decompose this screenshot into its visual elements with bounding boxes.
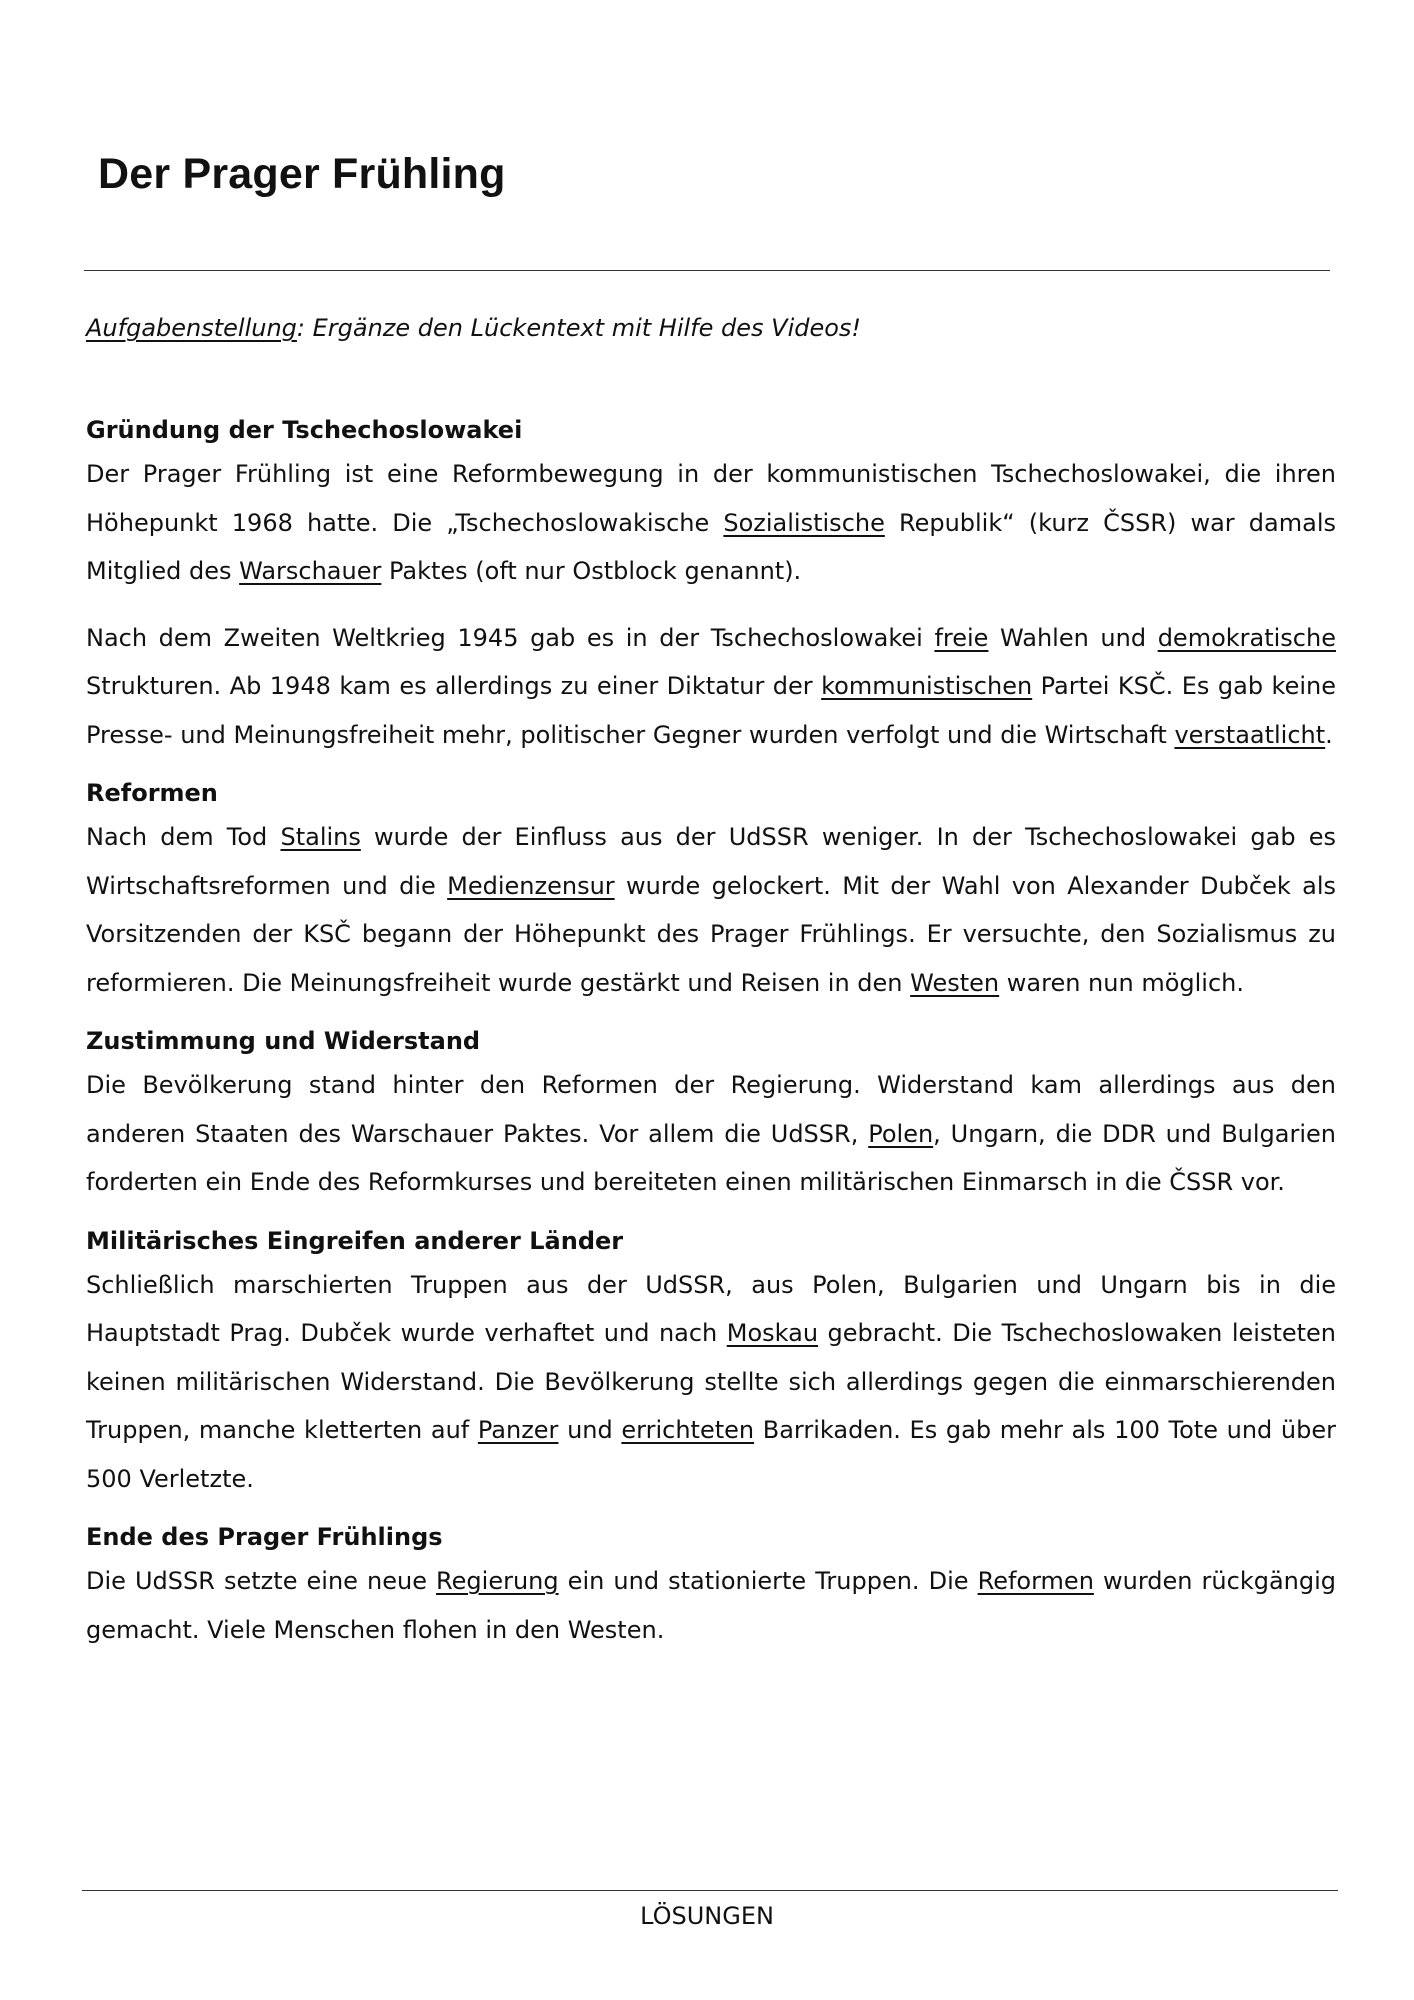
section [86,1021,1336,1207]
answer-word: errichteten [621,1416,755,1444]
task-label: Aufgabenstellung [86,314,297,342]
paragraph-text: gebracht. Die Tschechoslowaken leisteten keinen militärischen Widerstand. Die Bevölkerung stellte sich allerdings gegen die einmarschierenden Truppen, manche kletterten auf [86,1319,1337,1444]
section-paragraph [86,813,1336,1007]
section [86,410,1336,759]
section-paragraph [86,450,1336,596]
answer-word: Regierung [436,1567,559,1595]
answer-word: Moskau [726,1319,819,1347]
paragraph-text: Barrikaden. Es gab mehr als 100 Tote und über 500 Verletzte. [86,1416,1336,1493]
answer-word: freie [934,623,989,652]
answer-word: Panzer [477,1416,559,1444]
task-instruction [86,310,1336,346]
paragraph-text: Die Bevölkerung stand hinter den Reformen der Regierung. Widerstand kam allerdings aus den anderen Staaten des Warschauer Paktes. Vor allem die UdSSR, [86,1071,1336,1148]
section-paragraph [86,1261,1336,1504]
worksheet-body [86,410,1336,1654]
paragraph-text: und [558,1416,622,1444]
paragraph-text: waren nun möglich. [999,968,1244,997]
paragraph-text: Paktes (oft nur Ostblock genannt). [381,557,802,585]
section-heading: Reformen [86,779,218,807]
paragraph-text: . [1325,720,1333,749]
answer-word: verstaatlicht [1174,720,1326,749]
section-paragraph [86,1557,1336,1654]
footer-label: LÖSUNGEN [640,1902,774,1930]
paragraph-text: Republik“ (kurz ČSSR) war damals Mitglied des [86,508,1336,585]
section [86,1221,1336,1504]
paragraph-text: Partei KSČ. Es gab keine Presse- und Meinungsfreiheit mehr, politischer Gegner wurden verfolgt und die Wirtschaft [86,672,1336,749]
section [86,1517,1336,1654]
paragraph-text: Nach dem Tod [86,823,281,851]
paragraph-text: wurden rückgängig gemacht. Viele Menschen flohen in den Westen. [86,1567,1337,1644]
page-title: Der Prager Frühling [98,150,506,198]
paragraph-text: ein und stationierte Truppen. Die [558,1567,978,1595]
section-heading: Militärisches Eingreifen anderer Länder [86,1226,624,1255]
paragraph-text: wurde der Einfluss aus der UdSSR weniger. In der Tschechoslowakei gab es Wirtschaftsreformen und die [86,823,1336,900]
paragraph-text: Der Prager Frühling ist eine Reformbewegung in der kommunistischen Tschechoslowakei, die ihren Höhepunkt 1968 hatte. Die „Tschechoslowakische [86,460,1336,537]
answer-word: Sozialistische [723,508,885,537]
answer-word: Polen [868,1119,934,1148]
answer-word: Westen [910,968,1000,997]
top-divider [84,270,1330,271]
section-paragraph [86,614,1336,760]
paragraph-text: , Ungarn, die DDR und Bulgarien forderten ein Ende des Reformkurses und bereiteten einen militärischen Einmarsch in die ČSSR vor. [86,1119,1336,1196]
paragraph-text: Nach dem Zweiten Weltkrieg 1945 gab es in der Tschechoslowakei [86,623,935,652]
answer-word: Warschauer [239,557,382,585]
section-heading: Ende des Prager Frühlings [86,1523,443,1551]
paragraph-text: Strukturen. Ab 1948 kam es allerdings zu einer Diktatur der [86,672,822,700]
paragraph-text: Wahlen und [988,623,1158,652]
section-heading: Zustimmung und Widerstand [86,1027,481,1055]
paragraph-text: wurde gelockert. Mit der Wahl von Alexander Dubček als Vorsitzenden der KSČ begann der Höhepunkt des Prager Frühlings. Er versuchte, den Sozialismus zu reformieren. Die Meinungsfreiheit wurde gestärkt und Reisen in den [86,871,1336,997]
answer-word: Medienzensur [447,871,615,900]
answer-word: Reformen [977,1567,1094,1595]
section [86,773,1336,1007]
answer-word: demokratische [1157,623,1336,652]
bottom-divider [82,1890,1338,1891]
paragraph-text: Schließlich marschierten Truppen aus der UdSSR, aus Polen, Bulgarien und Ungarn bis in die Hauptstadt Prag. Dubček wurde verhaftet und nach [86,1270,1336,1347]
task-text: : Ergänze den Lückentext mit Hilfe des Videos! [296,314,862,342]
paragraph-text: Die UdSSR setzte eine neue [86,1567,437,1595]
answer-word: kommunistischen [821,672,1033,700]
answer-word: Stalins [280,823,361,851]
section-heading: Gründung der Tschechoslowakei [86,416,523,444]
section-paragraph [86,1061,1336,1207]
